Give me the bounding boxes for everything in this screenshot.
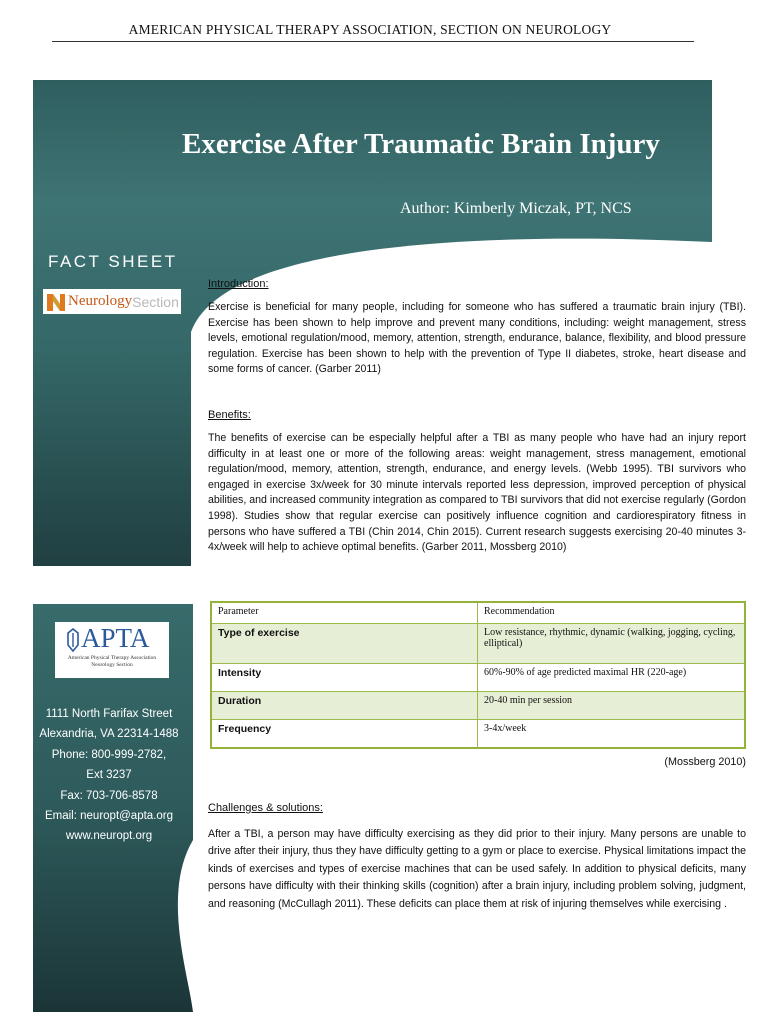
- contact-ext: Ext 3237: [86, 769, 132, 782]
- table-cell-parameter: Intensity: [211, 664, 478, 692]
- contact-email[interactable]: Email: neuropt@apta.org: [44, 810, 174, 823]
- table-header-row: [211, 602, 745, 624]
- header-rule: [52, 41, 694, 42]
- challenges-body: After a TBI, a person may have difficulty exercising as they did prior to their injury. Many persons are unable to drive after their injury, thus they have difficulty getting to a gym or place to exercise. Physical limitations impact the kinds of exercises and types of exercise machines that can be used safely. In addition to physical deficits, many persons have difficulty with their thinking skills (cognition) after a brain injury, including problem solving, judgment, and reasoning (McCullagh 2011). These deficits can place them at risk of injuring themselves while exercising .: [208, 828, 746, 910]
- contact-panel: [33, 604, 193, 1012]
- contact-fax: Fax: 703-706-8578: [60, 789, 158, 802]
- table-cell-recommendation: 60%-90% of age predicted maximal HR (220-age): [478, 664, 746, 692]
- table-row: [211, 664, 745, 692]
- table-row: [211, 624, 745, 664]
- table-cell-parameter: Duration: [211, 692, 478, 720]
- contact-phone: Phone: 800-999-2782,: [51, 748, 167, 761]
- contact-street: 1111 North Farifax Street: [45, 708, 173, 720]
- logo-word-neurology: Neurology: [68, 293, 133, 309]
- contact-website[interactable]: www.neuropt.org: [65, 830, 153, 843]
- benefits-heading: Benefits:: [208, 409, 251, 421]
- table-cell-recommendation: Low resistance, rhythmic, dynamic (walking, jogging, cycling, elliptical): [478, 624, 746, 664]
- table-row: [211, 720, 745, 748]
- page-title: Exercise After Traumatic Brain Injury: [182, 128, 660, 160]
- table-header-parameter: Parameter: [211, 602, 478, 624]
- benefits-body: The benefits of exercise can be especially helpful after a TBI as many people who have had an injury report difficulty in at least one or more of the following areas: weight management, stress management, emotional regulation/mood, memory, attention, strength, endurance, and energy levels. (Webb 1995). TBI survivors who engaged in exercise 3x/week for 30 minute intervals reported less depression, improved perception of physical abilities, and increased community integration as compared to TBI survivors that did not exercise regularly (Gordon 1998). Studies show that regular exercise can positively influence cognition and cardiorespiratory fitness in persons who have suffered a TBI (Chin 2014, Chin 2015). Current research suggests exercising 20-40 minutes 3-4x/week will help to achieve optimal benefits. (Garber 2011, Mossberg 2010): [208, 432, 746, 554]
- organization-header: AMERICAN PHYSICAL THERAPY ASSOCIATION, SECTION ON NEUROLOGY: [128, 22, 612, 37]
- panel-white-curve: [33, 604, 193, 1012]
- challenges-heading: Challenges & solutions:: [208, 802, 323, 814]
- contact-city: Alexandria, VA 22314-1488: [39, 728, 179, 741]
- exercise-parameters-table: [210, 601, 746, 749]
- author-line: Author: Kimberly Miczak, PT, NCS: [400, 200, 632, 217]
- apta-wordmark: APTA: [81, 623, 150, 653]
- introduction-heading: Introduction:: [208, 278, 269, 290]
- apta-subtitle-line2: Neurology Section: [91, 662, 133, 668]
- table-cell-recommendation: 3-4x/week: [478, 720, 746, 748]
- table-row: [211, 692, 745, 720]
- table-cell-parameter: Frequency: [211, 720, 478, 748]
- logo-word-section: Section: [132, 293, 179, 310]
- table-cell-recommendation: 20-40 min per session: [478, 692, 746, 720]
- fact-sheet-label: FACT SHEET: [48, 252, 178, 271]
- neurology-n-icon: [45, 291, 67, 313]
- table-header-recommendation: Recommendation: [478, 602, 746, 624]
- table-citation: (Mossberg 2010): [664, 756, 746, 768]
- neurology-section-logo: [43, 289, 181, 314]
- table-cell-parameter: Type of exercise: [211, 624, 478, 664]
- introduction-body: Exercise is beneficial for many people, including for someone who has suffered a traumatic brain injury (TBI). Exercise has been shown to help improve and prevent many conditions, including: weight management, stress levels, emotional regulation/mood, memory, attention, strength, endurance, balance, flexibility, and blood pressure regulation. Exercise has been shown to help with the prevention of Type II diabetes, stroke, heart disease and some forms of cancer. (Garber 2011): [208, 301, 746, 376]
- apta-subtitle-line1: American Physical Therapy Association: [67, 655, 157, 661]
